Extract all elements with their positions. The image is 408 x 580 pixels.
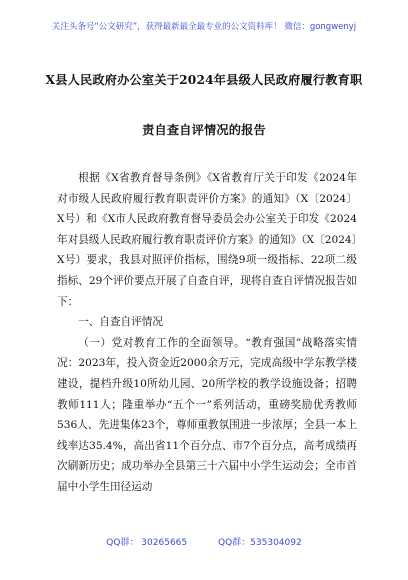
footer-qq-groups	[0, 535, 408, 548]
document-title-line-1: X县人民政府办公室关于2024年县级人民政府履行教育职	[45, 73, 363, 87]
qq-group-2: QQ群：535304092	[218, 538, 302, 548]
qq-group-1: QQ群： 30265665	[106, 538, 188, 548]
intro-paragraph: 根据《X省教育督导条例》《X省教育厅关于印发《2024年对市级人民政府履行教育职责评价方案》的通知》（X〔2024〕X号）和《X市人民政府教育督导委员会办公室关于印发《2024年对县级人民政府履行教育职责评价方案》的通知》（X〔2024〕X号）要求，我县对照评价指标，围绕9项一级指标、22项二级指标、29个评价要点开展了自查自评，现将自查自评情况报告如下：	[57, 172, 357, 308]
document-body	[57, 168, 357, 498]
section-heading: 一、自查自评情况	[78, 316, 163, 329]
document-title-line-2: 责自查自评情况的报告	[142, 123, 266, 137]
section-paragraph: （一）党对教育工作的全面领导。“教育强国”战略落实情况：2023年，投入资金近2000余万元，完成高级中学东教学楼建设，提档升级10所幼儿园、20所学校的教学设施设备；招聘教师111人；隆重举办“五个一”系列活动，重磅奖励优秀教师536人、先进集体23个，尊师重教氛围进一步浓厚；全县一本上线率达35.4%，高出省11个百分点、市7个百分点，高考成绩再次刷新历史；成功举办全县第三十六届中小学生运动会；全市首届中小学生田径运动	[57, 336, 357, 493]
promo-banner: 关注头条号“公文研究”，获得最新最全最专业的公文资料库！ 微信：gongwenyj	[51, 22, 357, 32]
